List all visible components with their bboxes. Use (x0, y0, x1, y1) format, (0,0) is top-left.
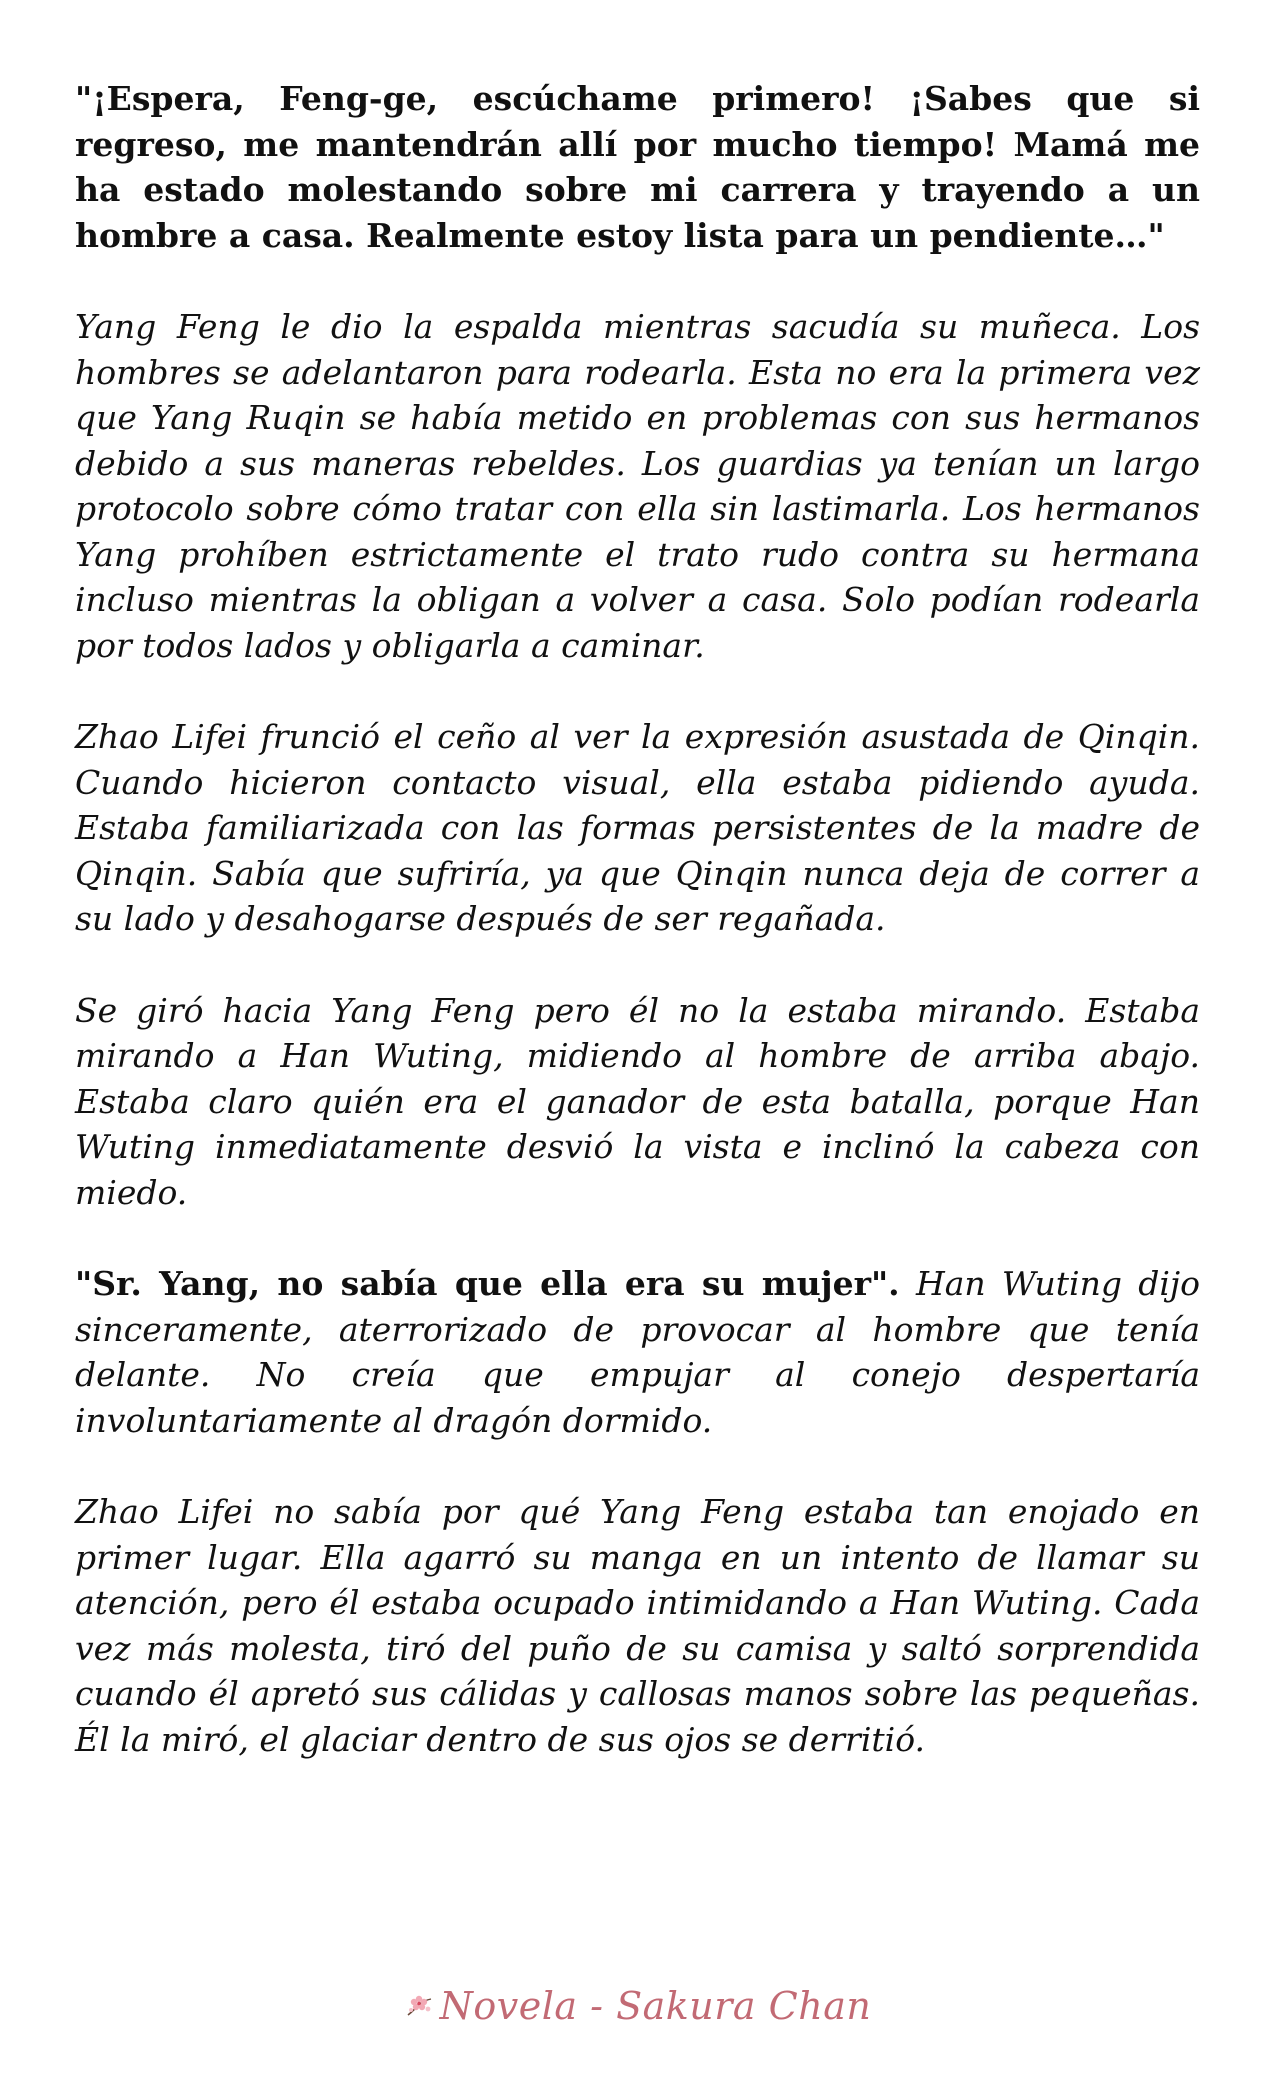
watermark-text: Novela - Sakura Chan (439, 1984, 872, 2028)
paragraph-narration-3: Se giró hacia Yang Feng pero él no la estaba mirando. Estaba mirando a Han Wuting, midiendo al hombre de arriba abajo. Estaba claro quién era el ganador de esta batalla, porque Han Wuting inmediatamente desvió la vista e inclinó la cabeza con miedo. (75, 990, 1200, 1212)
dialogue-narration: Han Wuting dijo sinceramente, aterrorizado de provocar al hombre que tenía delante. No creía que empujar al conejo despertaría involuntariamente al dragón dormido. (75, 1264, 1200, 1440)
paragraph-narration-2: Zhao Lifei frunció el ceño al ver la expresión asustada de Qinqin. Cuando hicieron contacto visual, ella estaba pidiendo ayuda. Estaba familiarizada con las formas persistentes de la madre de Qinqin. Sabía que sufriría, ya que Qinqin nunca deja de correr a su lado y desahogarse después de ser regañada. (75, 717, 1200, 938)
watermark (0, 1984, 1275, 2028)
paragraph-narration-1: Yang Feng le dio la espalda mientras sacudía su muñeca. Los hombres se adelantaron para rodearla. Esta no era la primera vez que Yang Ruqin se había metido en problemas con sus hermanos debido a sus maneras rebeldes. Los guardias ya tenían un largo protocolo sobre cómo tratar con ella sin lastimarla. Los hermanos Yang prohíben estrictamente el trato rudo contra su hermana incluso mientras la obligan a volver a casa. Solo podían rodearla por todos lados y obligarla a caminar. (75, 307, 1200, 665)
paragraph-dialogue-2 (75, 1261, 1200, 1443)
paragraph-dialogue-1: "¡Espera, Feng-ge, escúchame primero! ¡Sabes que si regreso, me mantendrán allí por mucho tiempo! Mamá me ha estado molestando sobre mi carrera y trayendo a un hombre a casa. Realmente estoy lista para un pendiente…" (75, 79, 1200, 255)
chapter-text (75, 76, 1200, 1808)
sakura-flower-icon (404, 1986, 434, 2016)
paragraph-narration-4: Zhao Lifei no sabía por qué Yang Feng estaba tan enojado en primer lugar. Ella agarró su manga en un intento de llamar su atención, pero él estaba ocupado intimidando a Han Wuting. Cada vez más molesta, tiró del puño de su camisa y saltó sorprendida cuando él apretó sus cálidas y callosas manos sobre las pequeñas. Él la miró, el glaciar dentro de sus ojos se derritió. (75, 1492, 1200, 1759)
dialogue-quote: "Sr. Yang, no sabía que ella era su mujer". (75, 1264, 900, 1303)
